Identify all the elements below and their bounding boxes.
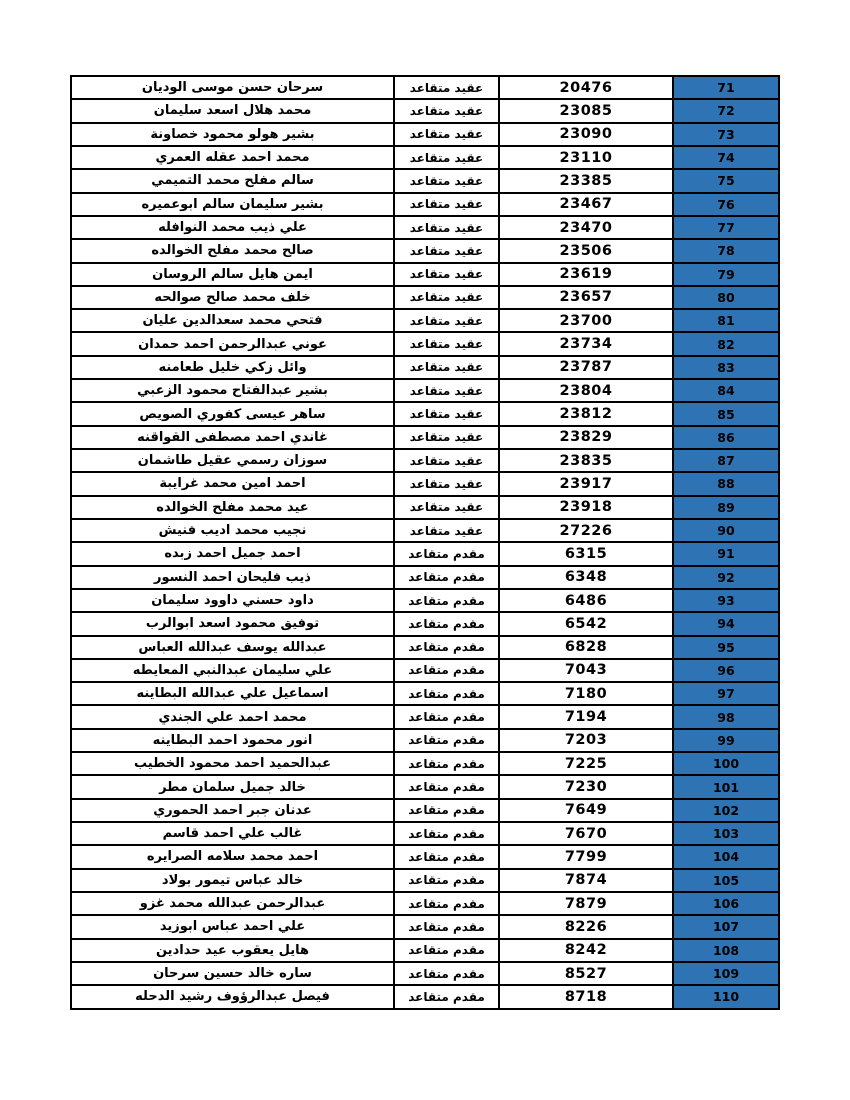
rank-cell: مقدم متقاعد [394,659,499,682]
service-number-cell: 7874 [499,869,673,892]
service-number-cell: 6315 [499,542,673,565]
table-row [71,239,779,262]
officer-name-cell: عوني عبدالرحمن احمد حمدان [71,332,394,355]
table-row [71,426,779,449]
rank-cell: عقيد متقاعد [394,332,499,355]
table-row [71,169,779,192]
table-row [71,822,779,845]
officer-name-cell: غاندي احمد مصطفى القواقنه [71,426,394,449]
row-index-cell: 105 [673,869,779,892]
row-index-cell: 104 [673,845,779,868]
officer-name-cell: علي احمد عباس ابوزيد [71,915,394,938]
row-index-cell: 80 [673,286,779,309]
officer-name-cell: علي سليمان عبدالنبي المعايطه [71,659,394,682]
table-row [71,449,779,472]
service-number-cell: 6542 [499,612,673,635]
officer-name-cell: سوزان رسمي عقيل طاشمان [71,449,394,472]
service-number-cell: 23467 [499,193,673,216]
service-number-cell: 23787 [499,356,673,379]
officer-name-cell: سرحان حسن موسى الوديان [71,76,394,99]
row-index-cell: 96 [673,659,779,682]
row-index-cell: 90 [673,519,779,542]
table-row [71,659,779,682]
rank-cell: عقيد متقاعد [394,379,499,402]
row-index-cell: 84 [673,379,779,402]
table-row [71,542,779,565]
table-row [71,705,779,728]
row-index-cell: 93 [673,589,779,612]
service-number-cell: 7799 [499,845,673,868]
officer-name-cell: احمد محمد سلامه الصرايره [71,845,394,868]
row-index-cell: 72 [673,99,779,122]
rank-cell: مقدم متقاعد [394,566,499,589]
rank-cell: عقيد متقاعد [394,356,499,379]
table-row [71,146,779,169]
officer-name-cell: ساهر عيسى كفوري الصويص [71,402,394,425]
row-index-cell: 89 [673,496,779,519]
rank-cell: عقيد متقاعد [394,472,499,495]
table-row [71,682,779,705]
table-row [71,216,779,239]
service-number-cell: 7194 [499,705,673,728]
row-index-cell: 74 [673,146,779,169]
service-number-cell: 6348 [499,566,673,589]
rank-cell: عقيد متقاعد [394,519,499,542]
row-index-cell: 83 [673,356,779,379]
rank-cell: مقدم متقاعد [394,705,499,728]
service-number-cell: 6486 [499,589,673,612]
row-index-cell: 77 [673,216,779,239]
service-number-cell: 23506 [499,239,673,262]
row-index-cell: 78 [673,239,779,262]
row-index-cell: 86 [673,426,779,449]
officer-name-cell: خلف محمد صالح صوالحه [71,286,394,309]
table-row [71,472,779,495]
row-index-cell: 94 [673,612,779,635]
rank-cell: مقدم متقاعد [394,822,499,845]
rank-cell: مقدم متقاعد [394,729,499,752]
officer-name-cell: فيصل عبدالرؤوف رشيد الدحله [71,985,394,1008]
rank-cell: مقدم متقاعد [394,682,499,705]
service-number-cell: 27226 [499,519,673,542]
rank-cell: عقيد متقاعد [394,402,499,425]
rank-cell: مقدم متقاعد [394,915,499,938]
service-number-cell: 23470 [499,216,673,239]
rank-cell: عقيد متقاعد [394,309,499,332]
service-number-cell: 8527 [499,962,673,985]
rank-cell: عقيد متقاعد [394,193,499,216]
table-row [71,356,779,379]
service-number-cell: 7043 [499,659,673,682]
officer-name-cell: بشير سليمان سالم ابوعميره [71,193,394,216]
row-index-cell: 79 [673,263,779,286]
rank-cell: عقيد متقاعد [394,76,499,99]
table-row [71,775,779,798]
table-row [71,332,779,355]
officer-name-cell: علي ذيب محمد النوافله [71,216,394,239]
table-row [71,729,779,752]
rank-cell: عقيد متقاعد [394,449,499,472]
service-number-cell: 23804 [499,379,673,402]
rank-cell: عقيد متقاعد [394,123,499,146]
rank-cell: عقيد متقاعد [394,286,499,309]
rank-cell: مقدم متقاعد [394,752,499,775]
rank-cell: مقدم متقاعد [394,799,499,822]
rank-cell: مقدم متقاعد [394,542,499,565]
rank-cell: عقيد متقاعد [394,216,499,239]
service-number-cell: 7670 [499,822,673,845]
row-index-cell: 110 [673,985,779,1008]
officer-name-cell: عبدالله يوسف عبدالله العباس [71,636,394,659]
row-index-cell: 102 [673,799,779,822]
table-row [71,892,779,915]
officer-name-cell: داود حسني داوود سليمان [71,589,394,612]
officer-name-cell: اسماعيل علي عبدالله البطاينه [71,682,394,705]
row-index-cell: 91 [673,542,779,565]
rank-cell: عقيد متقاعد [394,169,499,192]
officer-name-cell: احمد امين محمد غرايبة [71,472,394,495]
rank-cell: مقدم متقاعد [394,775,499,798]
service-number-cell: 8718 [499,985,673,1008]
officer-name-cell: وائل زكي خليل طعامنه [71,356,394,379]
officer-name-cell: محمد احمد علي الجندي [71,705,394,728]
service-number-cell: 23835 [499,449,673,472]
officer-name-cell: عدنان جبر احمد الحموري [71,799,394,822]
table-row [71,496,779,519]
service-number-cell: 23829 [499,426,673,449]
row-index-cell: 76 [673,193,779,216]
service-number-cell: 23812 [499,402,673,425]
rank-cell: مقدم متقاعد [394,869,499,892]
table-row [71,845,779,868]
table-row [71,752,779,775]
rank-cell: مقدم متقاعد [394,589,499,612]
officer-name-cell: عيد محمد مفلح الخوالده [71,496,394,519]
row-index-cell: 88 [673,472,779,495]
table-row [71,99,779,122]
table-row [71,566,779,589]
table-row [71,263,779,286]
service-number-cell: 20476 [499,76,673,99]
rank-cell: عقيد متقاعد [394,146,499,169]
row-index-cell: 85 [673,402,779,425]
service-number-cell: 7225 [499,752,673,775]
row-index-cell: 98 [673,705,779,728]
row-index-cell: 87 [673,449,779,472]
row-index-cell: 73 [673,123,779,146]
row-index-cell: 92 [673,566,779,589]
row-index-cell: 95 [673,636,779,659]
row-index-cell: 71 [673,76,779,99]
table-row [71,636,779,659]
row-index-cell: 109 [673,962,779,985]
row-index-cell: 108 [673,939,779,962]
officer-name-cell: بشير عبدالفتاح محمود الزعبي [71,379,394,402]
officer-name-cell: انور محمود احمد البطاينه [71,729,394,752]
officer-name-cell: عبدالحميد احمد محمود الخطيب [71,752,394,775]
retired-officers-table [70,75,780,1010]
service-number-cell: 23918 [499,496,673,519]
service-number-cell: 23917 [499,472,673,495]
table-row [71,985,779,1008]
table-row [71,799,779,822]
service-number-cell: 7230 [499,775,673,798]
service-number-cell: 7879 [499,892,673,915]
officer-name-cell: توفيق محمود اسعد ابوالرب [71,612,394,635]
row-index-cell: 97 [673,682,779,705]
service-number-cell: 23734 [499,332,673,355]
officer-name-cell: خالد جميل سلمان مطر [71,775,394,798]
table-row [71,76,779,99]
officer-name-cell: صالح محمد مفلح الخوالده [71,239,394,262]
table-row [71,379,779,402]
officer-name-cell: عبدالرحمن عبدالله محمد غزو [71,892,394,915]
table-body [71,76,779,1009]
officer-name-cell: محمد احمد عقله العمري [71,146,394,169]
officer-name-cell: احمد جميل احمد زبده [71,542,394,565]
row-index-cell: 81 [673,309,779,332]
service-number-cell: 23385 [499,169,673,192]
rank-cell: مقدم متقاعد [394,845,499,868]
row-index-cell: 101 [673,775,779,798]
officer-name-cell: خالد عباس تيمور بولاد [71,869,394,892]
rank-cell: عقيد متقاعد [394,263,499,286]
rank-cell: مقدم متقاعد [394,612,499,635]
service-number-cell: 23085 [499,99,673,122]
rank-cell: عقيد متقاعد [394,99,499,122]
row-index-cell: 106 [673,892,779,915]
table-row [71,123,779,146]
table-row [71,589,779,612]
officer-name-cell: نجيب محمد اديب فنيش [71,519,394,542]
table-row [71,286,779,309]
officer-name-cell: ذيب فليحان احمد النسور [71,566,394,589]
officer-name-cell: هايل يعقوب عيد حدادين [71,939,394,962]
officer-name-cell: فتحي محمد سعدالدين عليان [71,309,394,332]
rank-cell: مقدم متقاعد [394,985,499,1008]
officer-name-cell: سالم مفلح محمد التميمي [71,169,394,192]
table-row [71,402,779,425]
service-number-cell: 23700 [499,309,673,332]
service-number-cell: 23657 [499,286,673,309]
rank-cell: مقدم متقاعد [394,962,499,985]
table-row [71,193,779,216]
rank-cell: عقيد متقاعد [394,426,499,449]
officer-name-cell: غالب علي احمد قاسم [71,822,394,845]
service-number-cell: 23619 [499,263,673,286]
row-index-cell: 100 [673,752,779,775]
row-index-cell: 75 [673,169,779,192]
rank-cell: مقدم متقاعد [394,636,499,659]
row-index-cell: 99 [673,729,779,752]
table-row [71,869,779,892]
service-number-cell: 7203 [499,729,673,752]
service-number-cell: 6828 [499,636,673,659]
officer-name-cell: محمد هلال اسعد سليمان [71,99,394,122]
table-row [71,612,779,635]
table-row [71,519,779,542]
service-number-cell: 7649 [499,799,673,822]
row-index-cell: 107 [673,915,779,938]
officer-name-cell: بشير هولو محمود خصاونة [71,123,394,146]
service-number-cell: 7180 [499,682,673,705]
service-number-cell: 8242 [499,939,673,962]
table-row [71,309,779,332]
rank-cell: مقدم متقاعد [394,939,499,962]
service-number-cell: 23110 [499,146,673,169]
row-index-cell: 103 [673,822,779,845]
row-index-cell: 82 [673,332,779,355]
rank-cell: عقيد متقاعد [394,496,499,519]
officer-name-cell: ايمن هايل سالم الروسان [71,263,394,286]
table-row [71,915,779,938]
rank-cell: مقدم متقاعد [394,892,499,915]
service-number-cell: 8226 [499,915,673,938]
table-row [71,939,779,962]
table-row [71,962,779,985]
rank-cell: عقيد متقاعد [394,239,499,262]
officer-name-cell: ساره خالد حسين سرحان [71,962,394,985]
service-number-cell: 23090 [499,123,673,146]
